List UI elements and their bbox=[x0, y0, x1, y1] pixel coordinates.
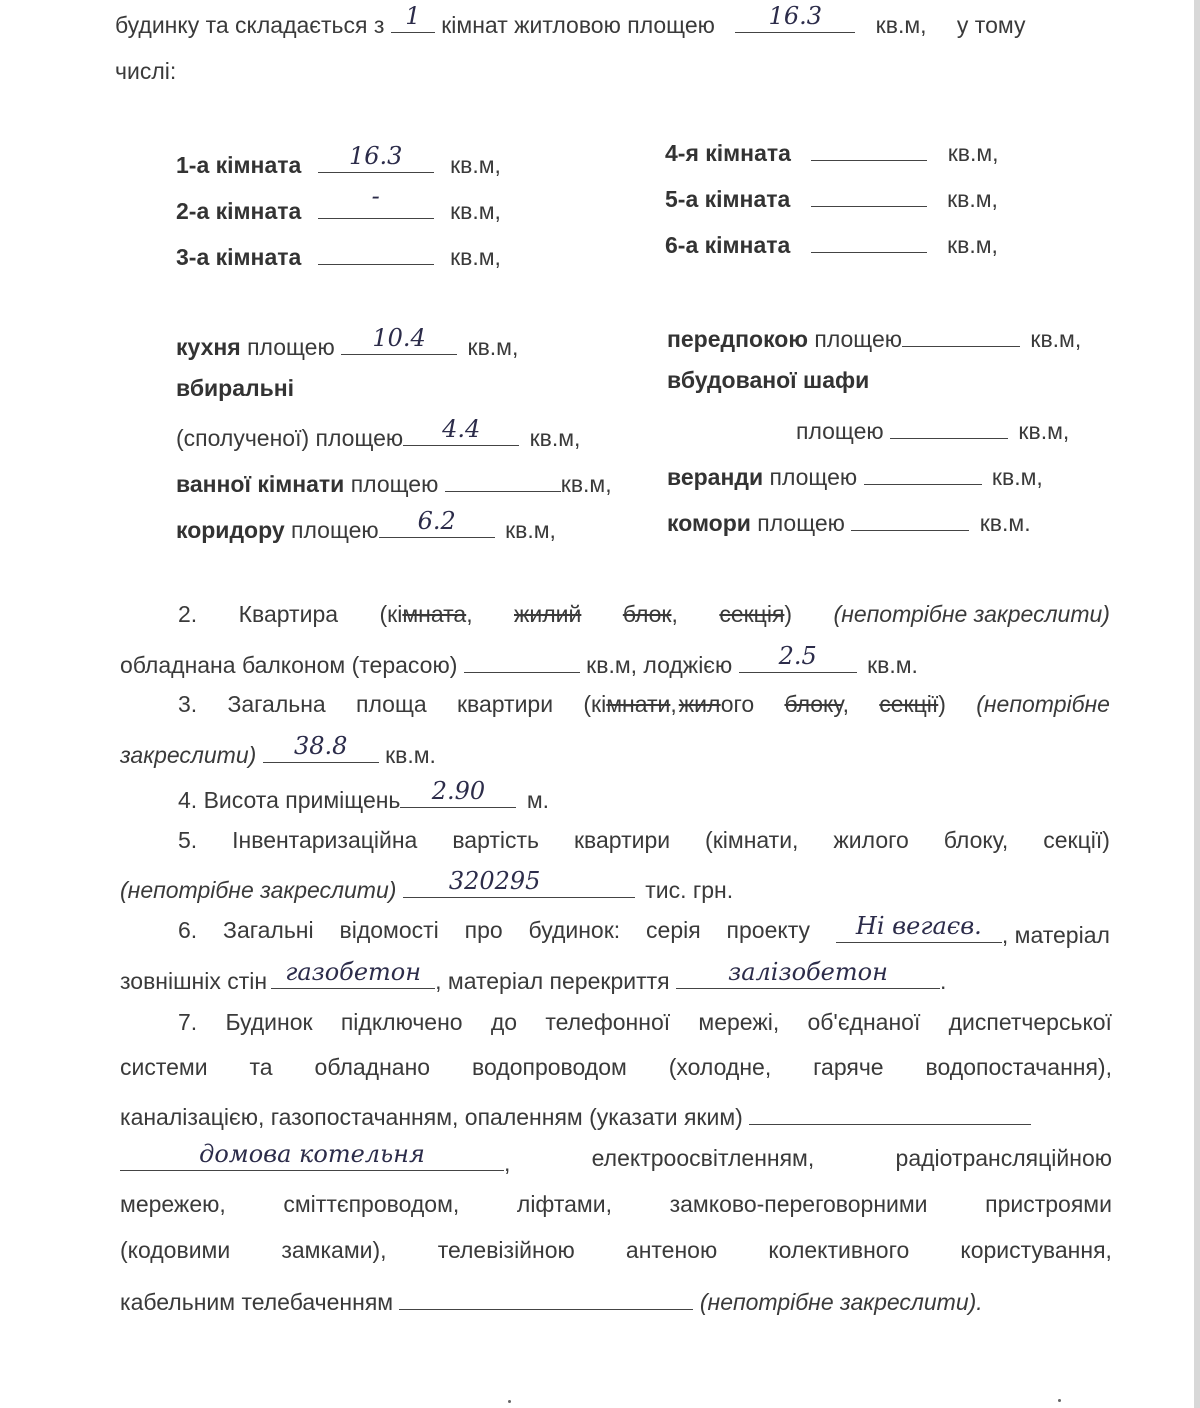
word-part: ) bbox=[938, 691, 946, 717]
room-label: 5-а кімната bbox=[665, 186, 791, 212]
aux-unit: кв.м. bbox=[979, 510, 1031, 536]
aux-unit: кв.м, bbox=[991, 464, 1043, 490]
room-row bbox=[176, 182, 501, 225]
word-part: , bbox=[670, 691, 677, 717]
struck-word: блок bbox=[622, 601, 672, 627]
paragraph-text: м. bbox=[526, 787, 550, 813]
balcony-field[interactable] bbox=[464, 646, 580, 673]
paragraph-word: блоку, bbox=[943, 827, 1009, 853]
paragraph-3-line-1 bbox=[178, 690, 1110, 718]
room-unit: кв.м, bbox=[947, 186, 998, 212]
paragraph-word: проекту bbox=[726, 917, 810, 943]
paragraph-word: замково-переговорними bbox=[669, 1191, 928, 1217]
room-label: 4-я кімната bbox=[665, 140, 791, 166]
aux-text: площею bbox=[350, 471, 439, 497]
paragraph-word: телефонної bbox=[545, 1009, 671, 1035]
paragraph-word: про bbox=[464, 917, 503, 943]
struck-word-part: оку bbox=[810, 691, 843, 717]
aux-label: веранди bbox=[667, 464, 764, 490]
paragraph-number: 5. bbox=[178, 827, 198, 853]
height-field[interactable] bbox=[400, 777, 516, 808]
aux-text: площею bbox=[796, 418, 884, 444]
room-4-field[interactable] bbox=[811, 134, 927, 161]
paragraph-word bbox=[379, 600, 472, 628]
word-part: (кі bbox=[583, 691, 607, 717]
italic-note: (непотрібне закреслити). bbox=[699, 1289, 983, 1315]
paragraph-7-line-3 bbox=[120, 1098, 1031, 1131]
room-6-field[interactable] bbox=[811, 226, 927, 253]
paragraph-word: антеною bbox=[625, 1237, 718, 1263]
paragraph-word: вартість bbox=[452, 827, 540, 853]
cable-tv-field[interactable] bbox=[399, 1283, 693, 1310]
loggia-value: 2.5 bbox=[778, 642, 817, 670]
paragraph-word: серія bbox=[646, 917, 701, 943]
kitchen-value: 10.4 bbox=[372, 324, 426, 352]
paragraph-word: гаряче bbox=[813, 1054, 884, 1080]
aux-unit: кв.м, bbox=[467, 334, 519, 360]
paragraph-word: будинок: bbox=[528, 917, 621, 943]
toilet-value: 4.4 bbox=[442, 415, 481, 443]
room-row bbox=[665, 180, 998, 213]
project-series-field[interactable] bbox=[836, 912, 1002, 943]
aux-unit: кв.м, bbox=[1030, 326, 1082, 352]
room-row bbox=[176, 142, 501, 179]
room-label: 3-а кімната bbox=[176, 244, 302, 270]
closet-field[interactable] bbox=[890, 412, 1008, 439]
living-area-value: 16.3 bbox=[768, 2, 822, 30]
paragraph-4 bbox=[178, 777, 550, 814]
intro-text: будинку та складається з bbox=[115, 12, 385, 38]
italic-note: (непотрібне bbox=[976, 691, 1110, 717]
paragraph-6-line-2 bbox=[120, 958, 947, 995]
struck-word-part: бл bbox=[784, 691, 811, 717]
kitchen-field[interactable] bbox=[341, 324, 457, 355]
aux-label: вбиральні bbox=[176, 375, 295, 401]
struck-word-part: мната bbox=[402, 601, 467, 627]
room-1-field[interactable] bbox=[318, 142, 434, 173]
paragraph-text: кв.м. bbox=[867, 652, 918, 678]
aux-unit: кв.м, bbox=[560, 471, 612, 497]
paragraph-word: радіотрансляційною bbox=[895, 1145, 1112, 1171]
paragraph-text: . bbox=[940, 968, 947, 994]
bath-row bbox=[176, 465, 612, 498]
room-unit: кв.м, bbox=[450, 152, 501, 178]
paragraph-word: сміттєпроводом, bbox=[283, 1191, 460, 1217]
paragraph-word bbox=[879, 690, 946, 718]
room-label: 2-а кімната bbox=[176, 198, 302, 224]
room-2-value: - bbox=[371, 182, 380, 210]
paragraph-word bbox=[623, 600, 678, 628]
paragraph-word: мережі, bbox=[698, 1009, 780, 1035]
word-part: , bbox=[504, 1150, 511, 1176]
paragraph-number: 2. bbox=[178, 601, 198, 627]
word-part: , bbox=[842, 691, 849, 717]
rooms-count-field[interactable] bbox=[391, 2, 435, 33]
paragraph-word: (кімнати, bbox=[705, 827, 799, 853]
paragraph-text: тис. грн. bbox=[645, 877, 734, 903]
paragraph-7-line-7 bbox=[120, 1283, 983, 1316]
veranda-field[interactable] bbox=[864, 458, 982, 485]
paragraph-word: електроосвітленням, bbox=[591, 1145, 815, 1171]
word-part: , bbox=[466, 601, 473, 627]
room-unit: кв.м, bbox=[947, 140, 999, 166]
project-series-value: Ні вегаєв. bbox=[855, 912, 982, 940]
paragraph-7-line-1 bbox=[178, 1008, 1112, 1036]
paragraph-text: кв.м. bbox=[385, 742, 436, 768]
aux-unit: кв.м, bbox=[529, 425, 581, 451]
paragraph-word: замками), bbox=[281, 1237, 387, 1263]
paragraph-word: системи bbox=[120, 1054, 208, 1080]
paragraph-word: та bbox=[249, 1054, 273, 1080]
room-label: 1-а кімната bbox=[176, 152, 302, 178]
heating-field-continued[interactable] bbox=[120, 1140, 504, 1171]
paragraph-7-line-4 bbox=[120, 1140, 1112, 1177]
aux-unit: кв.м, bbox=[505, 517, 556, 543]
word-part: (кі bbox=[379, 601, 403, 627]
hall-field[interactable] bbox=[902, 320, 1020, 347]
corridor-value: 6.2 bbox=[417, 507, 456, 535]
corridor-row bbox=[176, 507, 556, 544]
scan-speck bbox=[508, 1400, 511, 1403]
toilet-row bbox=[176, 374, 294, 402]
paragraph-5-line-1 bbox=[178, 826, 1110, 854]
intro-text: у тому bbox=[956, 12, 1026, 38]
intro-text: кімнат житловою площею bbox=[441, 12, 715, 38]
word-part: , матеріал bbox=[1001, 922, 1110, 948]
aux-label: вбудованої шафи bbox=[667, 367, 870, 393]
inventory-value-field[interactable] bbox=[403, 867, 635, 898]
paragraph-7-line-6 bbox=[120, 1236, 1112, 1264]
paragraph-word bbox=[719, 600, 792, 628]
aux-text: площею bbox=[247, 334, 335, 360]
paragraph-word: колективного bbox=[768, 1237, 910, 1263]
room-row bbox=[176, 238, 501, 271]
storage-row bbox=[667, 504, 1031, 537]
loggia-field[interactable] bbox=[739, 642, 857, 673]
aux-text: площею bbox=[814, 326, 902, 352]
paragraph-7-line-2 bbox=[120, 1053, 1112, 1081]
aux-label: передпокою bbox=[667, 326, 808, 352]
paragraph-7-line-5 bbox=[120, 1190, 1112, 1218]
italic-note: (непотрібне закреслити) bbox=[120, 877, 397, 903]
room-row bbox=[665, 226, 998, 259]
paragraph-number: 6. bbox=[178, 917, 198, 943]
total-area-value: 38.8 bbox=[293, 732, 348, 760]
aux-text: площею bbox=[757, 510, 845, 536]
paragraph-word: Загальні bbox=[223, 917, 314, 943]
floor-material-value: залізобетон bbox=[728, 958, 888, 986]
aux-text: (сполученої) площею bbox=[176, 425, 404, 451]
paragraph-word: (кодовими bbox=[120, 1237, 231, 1263]
paragraph-word: мережею, bbox=[120, 1191, 226, 1217]
paragraph-word: об'єднаної bbox=[807, 1009, 921, 1035]
aux-text: площею bbox=[291, 517, 379, 543]
rooms-count-value: 1 bbox=[405, 2, 421, 30]
paragraph-word: до bbox=[490, 1009, 518, 1035]
bath-field[interactable] bbox=[445, 465, 561, 492]
paragraph-word: Квартира bbox=[238, 601, 339, 627]
paragraph-word: ліфтами, bbox=[516, 1191, 612, 1217]
paragraph-number: 7. bbox=[178, 1009, 198, 1035]
paragraph-word: обладнано bbox=[314, 1054, 431, 1080]
paragraph-word: площа bbox=[356, 691, 427, 717]
paragraph-word: водопроводом bbox=[472, 1054, 627, 1080]
room-unit: кв.м, bbox=[947, 232, 998, 258]
kitchen-row bbox=[176, 324, 519, 361]
floor-material-field[interactable] bbox=[676, 958, 940, 989]
veranda-row bbox=[667, 458, 1043, 491]
paragraph-word: Загальна bbox=[227, 691, 326, 717]
paragraph-word: пристроями bbox=[985, 1191, 1112, 1217]
room-label: 6-а кімната bbox=[665, 232, 791, 258]
paragraph-text: , матеріал перекриття bbox=[435, 968, 670, 994]
corridor-field[interactable] bbox=[379, 507, 495, 538]
aux-label: кухня bbox=[176, 334, 241, 360]
paragraph-6-line-1 bbox=[178, 912, 1110, 949]
closet-row bbox=[796, 412, 1069, 445]
paragraph-word: відомості bbox=[339, 917, 439, 943]
intro-line bbox=[115, 2, 1026, 39]
paragraph-word: користування, bbox=[960, 1237, 1112, 1263]
paragraph-word bbox=[836, 912, 1110, 949]
aux-unit: кв.м, bbox=[1018, 418, 1070, 444]
room-unit: кв.м, bbox=[450, 244, 501, 270]
struck-word-part: мнати bbox=[606, 691, 671, 717]
room-5-field[interactable] bbox=[811, 180, 927, 207]
hall-row bbox=[667, 320, 1081, 353]
scan-edge bbox=[1194, 0, 1200, 1408]
paragraph-2-line-1 bbox=[178, 600, 1110, 628]
paragraph-3-line-2 bbox=[120, 732, 436, 769]
aux-text: площею bbox=[769, 464, 858, 490]
paragraph-word: квартири bbox=[456, 691, 554, 717]
closet-row bbox=[667, 366, 869, 394]
scan-speck bbox=[1058, 1399, 1061, 1402]
paragraph-word bbox=[583, 690, 754, 718]
total-area-field[interactable] bbox=[263, 732, 379, 763]
paragraph-word bbox=[120, 1140, 511, 1177]
paragraph-word: підключено bbox=[340, 1009, 463, 1035]
storage-field[interactable] bbox=[851, 504, 969, 531]
struck-word: жилий bbox=[514, 601, 582, 627]
aux-label: ванної кімнати bbox=[176, 471, 345, 497]
paragraph-number: 3. bbox=[178, 691, 198, 717]
heating-field[interactable] bbox=[749, 1098, 1031, 1125]
room-row bbox=[665, 134, 999, 167]
intro-text: числі: bbox=[115, 58, 177, 84]
paragraph-word: квартири bbox=[573, 827, 671, 853]
italic-note: (непотрібне закреслити) bbox=[833, 601, 1110, 627]
toilet-field[interactable] bbox=[403, 415, 519, 446]
struck-word: секція bbox=[719, 601, 785, 627]
aux-label: комори bbox=[667, 510, 751, 536]
word-part: ) bbox=[784, 601, 793, 627]
word-part: ого bbox=[720, 691, 755, 717]
toilet-row bbox=[176, 415, 581, 452]
paragraph-text: 4. Висота приміщень bbox=[178, 787, 401, 813]
room-unit: кв.м, bbox=[450, 198, 501, 224]
room-3-field[interactable] bbox=[318, 238, 434, 265]
inventory-value: 320295 bbox=[448, 867, 541, 895]
intro-unit: кв.м, bbox=[875, 12, 927, 38]
aux-label: коридору bbox=[176, 517, 285, 543]
paragraph-word bbox=[784, 690, 849, 718]
paragraph-text: кабельним телебаченням bbox=[120, 1289, 394, 1315]
heating-value-continued: домова котельня bbox=[199, 1140, 425, 1168]
paragraph-word: секції) bbox=[1043, 827, 1110, 853]
paragraph-text: обладнана балконом (терасою) bbox=[120, 652, 458, 678]
paragraph-word: диспетчерської bbox=[948, 1009, 1112, 1035]
paragraph-2-line-2 bbox=[120, 642, 918, 679]
paragraph-word: жилого bbox=[833, 827, 909, 853]
paragraph-text: каналізацією, газопостачанням, опаленням (указати яким) bbox=[120, 1104, 743, 1130]
word-part: , bbox=[671, 601, 678, 627]
paragraph-5-line-2 bbox=[120, 867, 734, 904]
paragraph-text: кв.м, лоджією bbox=[586, 652, 733, 678]
paragraph-text: зовнішніх стін bbox=[120, 968, 268, 994]
wall-material-value: газобетон bbox=[285, 958, 422, 986]
paragraph-word: Інвентаризаційна bbox=[232, 827, 418, 853]
paragraph-word: (холодне, bbox=[668, 1054, 772, 1080]
paragraph-word: телевізійною bbox=[437, 1237, 575, 1263]
struck-word: секції bbox=[879, 691, 939, 717]
room-2-field[interactable] bbox=[318, 182, 434, 219]
living-area-field[interactable] bbox=[735, 2, 855, 33]
paragraph-word: водопостачання), bbox=[925, 1054, 1112, 1080]
height-value: 2.90 bbox=[431, 777, 486, 805]
paragraph-word: Будинок bbox=[225, 1009, 313, 1035]
wall-material-field[interactable] bbox=[271, 958, 435, 989]
struck-word-part: жил bbox=[678, 691, 721, 717]
room-1-value: 16.3 bbox=[348, 142, 403, 170]
italic-note: закреслити) bbox=[120, 742, 257, 768]
